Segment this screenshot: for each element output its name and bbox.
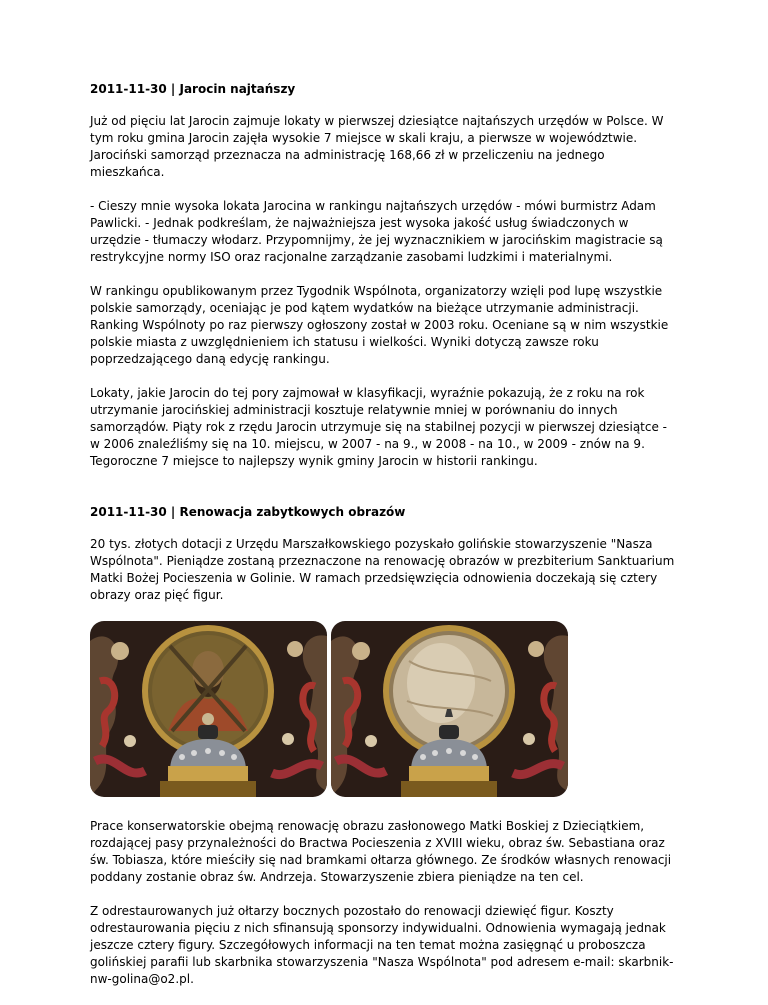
photo-after-removal bbox=[331, 621, 568, 797]
article-intro: 20 tys. złotych dotacji z Urzędu Marszałkowskiego pozyskało golińskie stowarzyszenie "Nasza Wspólnota". Pieniądze zostaną przeznaczone na renowację obrazów w prezbiterium Sanktuarium Matki Bożej Pocieszenia w Golinie. W ramach przedsięwzięcia odnowienia doczekają się cztery obrazy oraz pięć figur. bbox=[90, 537, 675, 602]
article-paragraph: Z odrestaurowanych już ołtarzy bocznych pozostało do renowacji dziewięć figur. Koszty odrestaurowania pięciu z nich sfinansują sponsorzy indywidualni. Odnowienia wymagają jednak jeszcze cztery figury. Szczegółowych informacji na ten temat można zasięgnąć u proboszcza golińskiej parafii lub skarbnika stowarzyszenia "Nasza Wspólnota" pod adresem e-mail: skarbnik-nw-golina@o2.pl. bbox=[90, 904, 674, 986]
article-paragraph: - Cieszy mnie wysoka lokata Jarocina w rankingu najtańszych urzędów - mówi burmistrz Adam Pawlicki. - Jednak podkreślam, że najważniejsza jest wysoka jakość usług świadczonych w urzędzie - tłumaczy włodarz. Przypomnijmy, że jej wyznacznikiem w jarocińskim magistracie są restrykcyjne normy ISO oraz racjonalne zarządzanie zasobami ludzkimi i materialnymi. bbox=[90, 199, 663, 264]
article-paragraph: Prace konserwatorskie obejmą renowację obrazu zasłonowego Matki Boskiej z Dzieciątkiem, rozdającej pasy przynależności do Bractwa Pocieszenia z XVIII wieku, obraz św. Sebastiana oraz św. Tobiasza, które mieściły się nad bramkami ołtarza głównego. Ze środków własnych renowacji poddany zostanie obraz św. Andrzeja. Stowarzyszenie zbiera pieniądze na ten cel. bbox=[90, 819, 672, 884]
article-heading: 2011-11-30 | Renowacja zabytkowych obrazów bbox=[90, 505, 406, 519]
section-spacer bbox=[90, 487, 680, 505]
photo-row bbox=[90, 621, 665, 797]
article-paragraph: W rankingu opublikowanym przez Tygodnik Wspólnota, organizatorzy wzięli pod lupę wszystkie polskie samorządy, oceniając je pod kątem wydatków na bieżące utrzymanie administracji. Ranking Wspólnoty po raz pierwszy ogłoszony został w 2003 roku. Oceniane są w nim wszystkie polskie miasta z uwzględnieniem ich statusu i wielkości. Wyniki dotyczą zawsze roku poprzedzającego daną edycję rankingu. bbox=[90, 284, 669, 366]
document-page bbox=[90, 82, 680, 1005]
photo-before-renovation bbox=[90, 621, 327, 797]
article-renowacja bbox=[90, 505, 680, 988]
article-jarocin bbox=[90, 82, 680, 470]
article-heading: 2011-11-30 | Jarocin najtańszy bbox=[90, 82, 296, 96]
article-paragraph: Lokaty, jakie Jarocin do tej pory zajmował w klasyfikacji, wyraźnie pokazują, że z roku na rok utrzymanie jarocińskiej administracji kosztuje relatywnie mniej w porównaniu do innych samorządów. Piąty rok z rzędu Jarocin utrzymuje się na stabilnej pozycji w pierwszej dziesiątce - w 2006 znaleźliśmy się na 10. miejscu, w 2007 - na 9., w 2008 - na 10., w 2009 - znów na 9. Tegoroczne 7 miejsce to najlepszy wynik gminy Jarocin w historii rankingu. bbox=[90, 386, 667, 468]
article-paragraph: Już od pięciu lat Jarocin zajmuje lokaty w pierwszej dziesiątce najtańszych urzędów w Polsce. W tym roku gmina Jarocin zajęła wysokie 7 miejsce w skali kraju, a pierwsze w województwie. Jarociński samorząd przeznacza na administrację 168,66 zł w przeliczeniu na jednego mieszkańca. bbox=[90, 114, 664, 179]
